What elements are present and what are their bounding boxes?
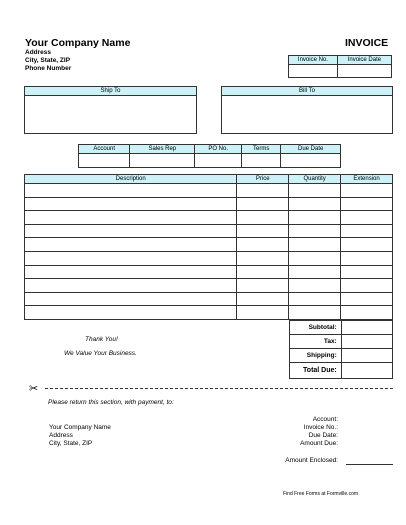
totals-row [290,335,393,349]
remit-amount-due-label: Amount Due: [300,440,338,447]
line-cell[interactable] [341,251,393,265]
amount-enclosed-label: Amount Enclosed: [285,457,338,464]
totals-label: Shipping: [290,349,342,363]
line-cell[interactable] [341,197,393,211]
company-phone: Phone Number [25,65,72,72]
line-cell[interactable] [289,197,341,211]
totals-value[interactable] [341,335,392,349]
line-cell[interactable] [289,251,341,265]
account-table [78,144,341,168]
line-cell[interactable] [289,224,341,238]
remit-company-city: City, State, ZIP [49,440,93,447]
account-cell[interactable] [195,154,242,168]
line-col-header: Description [25,175,237,184]
totals-row [290,321,393,335]
scissors-icon: ✂ [29,383,39,395]
line-cell[interactable] [237,279,289,293]
account-col-header: Due Date [281,145,341,154]
line-cell[interactable] [237,251,289,265]
bill-to-header: Bill To [222,87,392,96]
company-city: City, State, ZIP [25,57,71,64]
table-row [25,251,393,265]
totals-row [290,349,393,363]
line-cell[interactable] [341,184,393,198]
line-cell[interactable] [289,279,341,293]
thank-you-text: Thank You! [85,336,118,343]
value-business-text: We Value Your Business. [64,350,137,357]
line-cell[interactable] [25,265,237,279]
invoice-date-field[interactable] [337,65,391,78]
line-cell[interactable] [25,224,237,238]
account-col-header: PO No. [195,145,242,154]
line-cell[interactable] [25,197,237,211]
totals-value[interactable] [341,321,392,335]
line-col-header: Quantity [289,175,341,184]
account-cell[interactable] [79,154,130,168]
table-row [25,224,393,238]
amount-enclosed-field[interactable] [346,464,393,465]
totals-label: Total Due: [290,363,342,379]
ship-to-box[interactable] [24,86,197,134]
invoice-header-table [288,55,392,78]
remit-due-date-label: Due Date: [308,432,338,439]
line-cell[interactable] [25,251,237,265]
account-cell[interactable] [242,154,281,168]
line-cell[interactable] [25,211,237,225]
table-row [25,197,393,211]
remit-company-address: Address [49,432,73,439]
line-cell[interactable] [237,197,289,211]
totals-value[interactable] [341,349,392,363]
line-cell[interactable] [289,306,341,320]
line-cell[interactable] [237,184,289,198]
line-cell[interactable] [341,224,393,238]
line-cell[interactable] [341,292,393,306]
company-name: Your Company Name [25,37,131,49]
line-cell[interactable] [341,279,393,293]
line-cell[interactable] [341,238,393,252]
remit-account-label: Account: [312,416,338,423]
account-col-header: Terms [242,145,281,154]
line-cell[interactable] [341,211,393,225]
line-col-header: Price [237,175,289,184]
bill-to-box[interactable] [221,86,393,134]
line-cell[interactable] [237,306,289,320]
line-cell[interactable] [25,292,237,306]
remit-company-name: Your Company Name [49,424,111,431]
line-cell[interactable] [237,265,289,279]
totals-label: Subtotal: [290,321,342,335]
totals-value[interactable] [341,363,392,379]
line-cell[interactable] [341,265,393,279]
line-cell[interactable] [289,292,341,306]
account-cell[interactable] [281,154,341,168]
table-row [25,238,393,252]
account-col-header: Account [79,145,130,154]
line-col-header: Extension [341,175,393,184]
line-cell[interactable] [237,292,289,306]
line-cell[interactable] [25,306,237,320]
line-cell[interactable] [289,211,341,225]
line-cell[interactable] [237,211,289,225]
return-note: Please return this section, with payment, to: [48,399,174,406]
table-row [25,279,393,293]
account-col-header: Sales Rep [130,145,195,154]
table-row [25,306,393,320]
totals-row [290,363,393,379]
totals-label: Tax: [290,335,342,349]
line-cell[interactable] [25,184,237,198]
line-cell[interactable] [289,238,341,252]
line-cell[interactable] [237,224,289,238]
line-items-table [24,174,393,320]
invoice-no-header: Invoice No. [289,56,338,65]
table-row [25,184,393,198]
line-cell[interactable] [341,306,393,320]
remit-invoice-label: Invoice No.: [303,424,338,431]
table-row [25,265,393,279]
line-cell[interactable] [289,184,341,198]
table-row [25,292,393,306]
line-cell[interactable] [25,279,237,293]
totals-table [289,320,393,379]
footer-text: Find Free Forms at Formville.com [283,491,359,497]
line-cell[interactable] [25,238,237,252]
invoice-date-header: Invoice Date [337,56,391,65]
company-address: Address [25,49,52,56]
invoice-no-field[interactable] [289,65,338,78]
invoice-title: INVOICE [345,37,389,49]
ship-to-header: Ship To [25,87,196,96]
cut-line [45,388,393,389]
table-row [25,211,393,225]
line-cell[interactable] [289,265,341,279]
account-cell[interactable] [130,154,195,168]
line-cell[interactable] [237,238,289,252]
